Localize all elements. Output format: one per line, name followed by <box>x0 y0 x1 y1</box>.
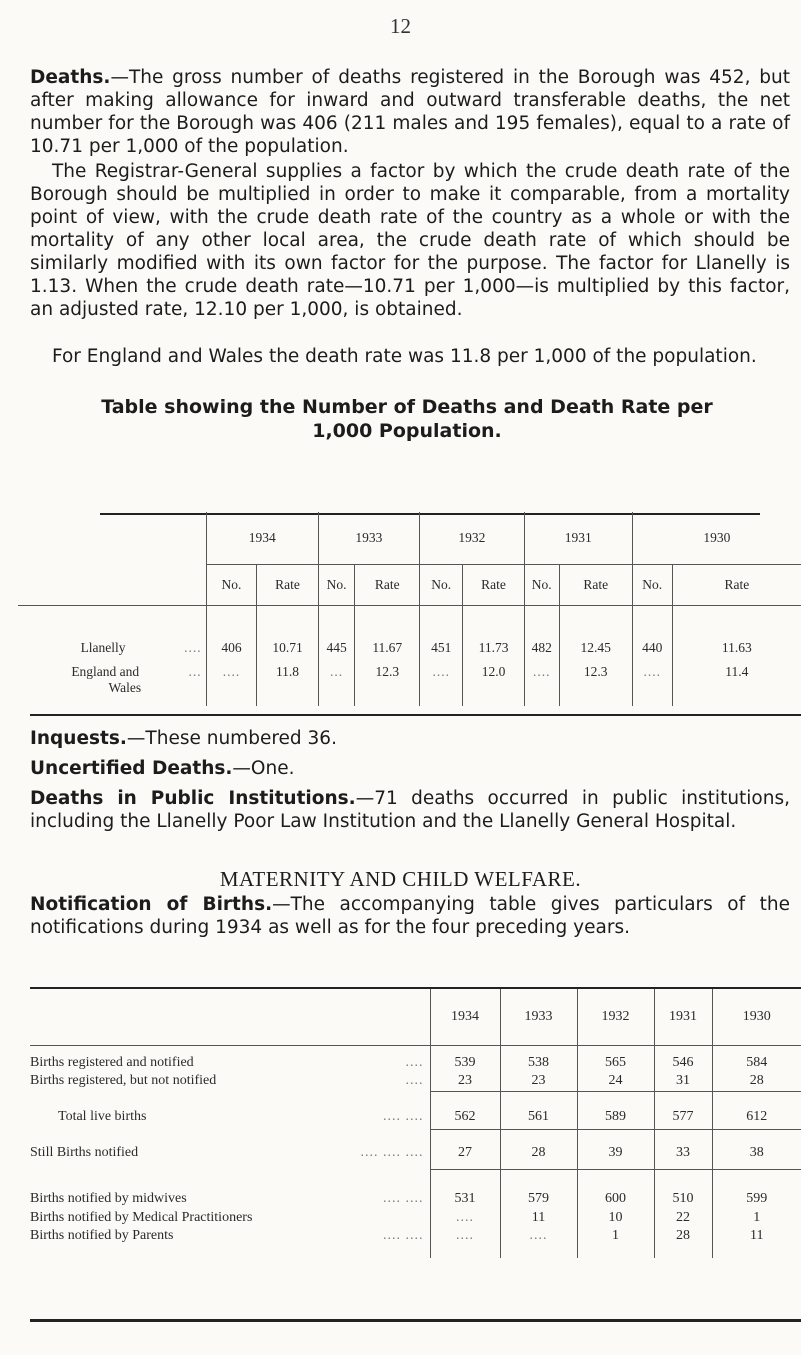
col-rate: Rate <box>257 565 318 606</box>
cell-value: 577 <box>654 1091 712 1129</box>
row-label <box>30 1091 430 1129</box>
table-row-total <box>30 1091 801 1129</box>
col-no: No. <box>632 565 672 606</box>
cell-value: 406 <box>206 606 257 657</box>
cell-value: 23 <box>430 1071 500 1091</box>
cell-value: 600 <box>577 1169 654 1207</box>
cell-value: 28 <box>654 1228 712 1258</box>
death-table-year-header <box>18 512 801 565</box>
cell-value: 22 <box>654 1207 712 1228</box>
table-row-still-births <box>30 1129 801 1169</box>
col-no: No. <box>420 565 463 606</box>
cell-value: 33 <box>654 1129 712 1169</box>
inquests-text: —These numbered 36. <box>126 728 337 749</box>
row-label <box>18 606 206 657</box>
public-institutions-paragraph <box>30 787 790 833</box>
cell-value: 11.73 <box>463 606 524 657</box>
leader-dots: ... <box>188 664 202 679</box>
cell-value: ... <box>318 656 355 706</box>
cell-value: 612 <box>712 1091 801 1129</box>
cell-value: 440 <box>632 606 672 657</box>
year-1931: 1931 <box>524 512 632 565</box>
death-rate-table <box>18 512 801 706</box>
cell-value: 11.67 <box>355 606 420 657</box>
cell-value: 11.4 <box>672 656 801 706</box>
col-rate: Rate <box>559 565 632 606</box>
table-row <box>30 1228 801 1258</box>
cell-value: 39 <box>577 1129 654 1169</box>
row-label-text: Births registered, but not notified <box>30 1073 217 1088</box>
cell-value: 11 <box>500 1207 577 1228</box>
cell-value: 599 <box>712 1169 801 1207</box>
cell-value: 11.63 <box>672 606 801 657</box>
notification-text: —The accompanying table gives particulars of the notifications during 1934 as well as for the four preceding years. <box>30 894 790 938</box>
row-label <box>30 1045 430 1071</box>
cell-value: .... <box>420 656 463 706</box>
uncertified-text: —One. <box>232 758 295 779</box>
cell-value: 579 <box>500 1169 577 1207</box>
cell-value: 565 <box>577 1045 654 1071</box>
births-table <box>30 989 801 1258</box>
year-1932: 1932 <box>577 989 654 1045</box>
inquests-paragraph <box>30 727 790 750</box>
cell-value: 584 <box>712 1045 801 1071</box>
death-table-sub-header <box>18 565 801 606</box>
row-label <box>30 1129 430 1169</box>
cell-value: 1 <box>712 1207 801 1228</box>
row-label-line2: Wales <box>108 680 142 695</box>
england-paragraph: For England and Wales the death rate was 11.8 per 1,000 of the population. <box>52 346 757 367</box>
row-label <box>30 1207 430 1228</box>
year-1930: 1930 <box>712 989 801 1045</box>
births-table-header <box>30 989 801 1045</box>
table-row <box>30 1071 801 1091</box>
col-rate: Rate <box>355 565 420 606</box>
cell-value: 531 <box>430 1169 500 1207</box>
cell-value: 562 <box>430 1091 500 1129</box>
notification-paragraph <box>30 893 790 939</box>
year-1934: 1934 <box>430 989 500 1045</box>
cell-value: 24 <box>577 1071 654 1091</box>
leader-dots: .... <box>405 1073 424 1088</box>
cell-value: .... <box>632 656 672 706</box>
leader-dots: .... .... <box>383 1191 424 1206</box>
row-label <box>30 1169 430 1207</box>
leader-dots: .... <box>405 1055 424 1070</box>
registrar-paragraph: The Registrar-General supplies a factor by which the crude death rate of the Borough should be multiplied in order to make it comparable, from a mortality point of view, with the crude death rate of the country as a whole or with the mortality of any other local area, the crude death rate of which should be similarly modified with its own factor for the purpose. The factor for Llanelly is 1.13. When the crude death rate—10.71 per 1,000—is multiplied by this factor, an adjusted rate, 12.10 per 1,000, is obtained. <box>30 161 790 320</box>
births-table-bottom-rule <box>30 1319 801 1322</box>
col-no: No. <box>318 565 355 606</box>
year-1934: 1934 <box>206 512 318 565</box>
row-label-text: Births notified by Medical Practitioners <box>30 1209 253 1225</box>
row-label <box>30 1071 430 1091</box>
row-label-text: Births notified by midwives <box>30 1191 187 1206</box>
table-row <box>30 1207 801 1228</box>
cell-value: 10 <box>577 1207 654 1228</box>
cell-value: 11 <box>712 1228 801 1258</box>
row-label-line1: England and <box>71 664 140 679</box>
year-1931: 1931 <box>654 989 712 1045</box>
year-1933: 1933 <box>500 989 577 1045</box>
leader-dots: .... <box>184 640 202 655</box>
inquests-heading: Inquests. <box>30 728 127 749</box>
cell-value: 12.3 <box>559 656 632 706</box>
public-institutions-heading: Deaths in Public Institutions. <box>30 788 356 809</box>
leader-dots: .... .... .... <box>360 1145 424 1160</box>
cell-value: 561 <box>500 1091 577 1129</box>
row-label-text: Births notified by Parents <box>30 1228 174 1243</box>
cell-value: 1 <box>577 1228 654 1258</box>
leader-dots: .... .... <box>383 1109 424 1124</box>
cell-value: 12.3 <box>355 656 420 706</box>
deaths-text: —The gross number of deaths registered in the Borough was 452, but after making allowance for inward and outward transferable deaths, the net number for the Borough was 406 (211 males and 195 females), equal to a rate of 10.71 per 1,000 of the population. <box>30 67 790 157</box>
deaths-paragraph <box>30 66 790 158</box>
death-table-bottom-rule <box>30 714 801 716</box>
cell-value: 31 <box>654 1071 712 1091</box>
row-label-text: Llanelly <box>80 640 126 655</box>
cell-value: .... <box>500 1228 577 1258</box>
cell-value: 28 <box>500 1129 577 1169</box>
cell-value: 445 <box>318 606 355 657</box>
cell-value: 510 <box>654 1169 712 1207</box>
row-label-text: Births registered and notified <box>30 1055 194 1070</box>
cell-value: .... <box>430 1228 500 1258</box>
uncertified-paragraph <box>30 757 790 780</box>
col-no: No. <box>206 565 257 606</box>
table-row-england-wales <box>18 656 801 706</box>
table-row <box>30 1045 801 1071</box>
cell-value: 11.8 <box>257 656 318 706</box>
cell-value: 546 <box>654 1045 712 1071</box>
row-label-text: Total live births <box>58 1109 147 1124</box>
col-no: No. <box>524 565 559 606</box>
col-rate: Rate <box>672 565 801 606</box>
death-table-caption-1: Table showing the Number of Deaths and Death Rate per <box>101 396 713 418</box>
row-label <box>18 656 206 706</box>
year-1930: 1930 <box>632 512 801 565</box>
notification-heading: Notification of Births. <box>30 894 273 915</box>
uncertified-heading: Uncertified Deaths. <box>30 758 233 779</box>
year-1932: 1932 <box>420 512 525 565</box>
cell-value: 28 <box>712 1071 801 1091</box>
cell-value: 23 <box>500 1071 577 1091</box>
row-label-text: Still Births notified <box>30 1145 139 1160</box>
cell-value: 38 <box>712 1129 801 1169</box>
cell-value: 482 <box>524 606 559 657</box>
table-row <box>30 1169 801 1207</box>
death-table-caption-2: 1,000 Population. <box>312 420 502 442</box>
cell-value: 27 <box>430 1129 500 1169</box>
deaths-heading: Deaths. <box>30 67 111 88</box>
row-label <box>30 1228 430 1258</box>
table-row-llanelly <box>18 606 801 657</box>
cell-value: .... <box>524 656 559 706</box>
cell-value: 589 <box>577 1091 654 1129</box>
maternity-section-title: MATERNITY AND CHILD WELFARE. <box>219 867 582 891</box>
year-1933: 1933 <box>318 512 419 565</box>
cell-value: 10.71 <box>257 606 318 657</box>
cell-value: 12.45 <box>559 606 632 657</box>
cell-value: 539 <box>430 1045 500 1071</box>
public-institutions-text: —71 deaths occurred in public institutions, including the Llanelly Poor Law Institution and the Llanelly General Hospital. <box>30 788 790 832</box>
cell-value: .... <box>430 1207 500 1228</box>
leader-dots: .... .... <box>383 1228 424 1243</box>
col-rate: Rate <box>463 565 524 606</box>
page-number: 12 <box>390 14 411 38</box>
cell-value: 451 <box>420 606 463 657</box>
cell-value: .... <box>206 656 257 706</box>
cell-value: 538 <box>500 1045 577 1071</box>
cell-value: 12.0 <box>463 656 524 706</box>
